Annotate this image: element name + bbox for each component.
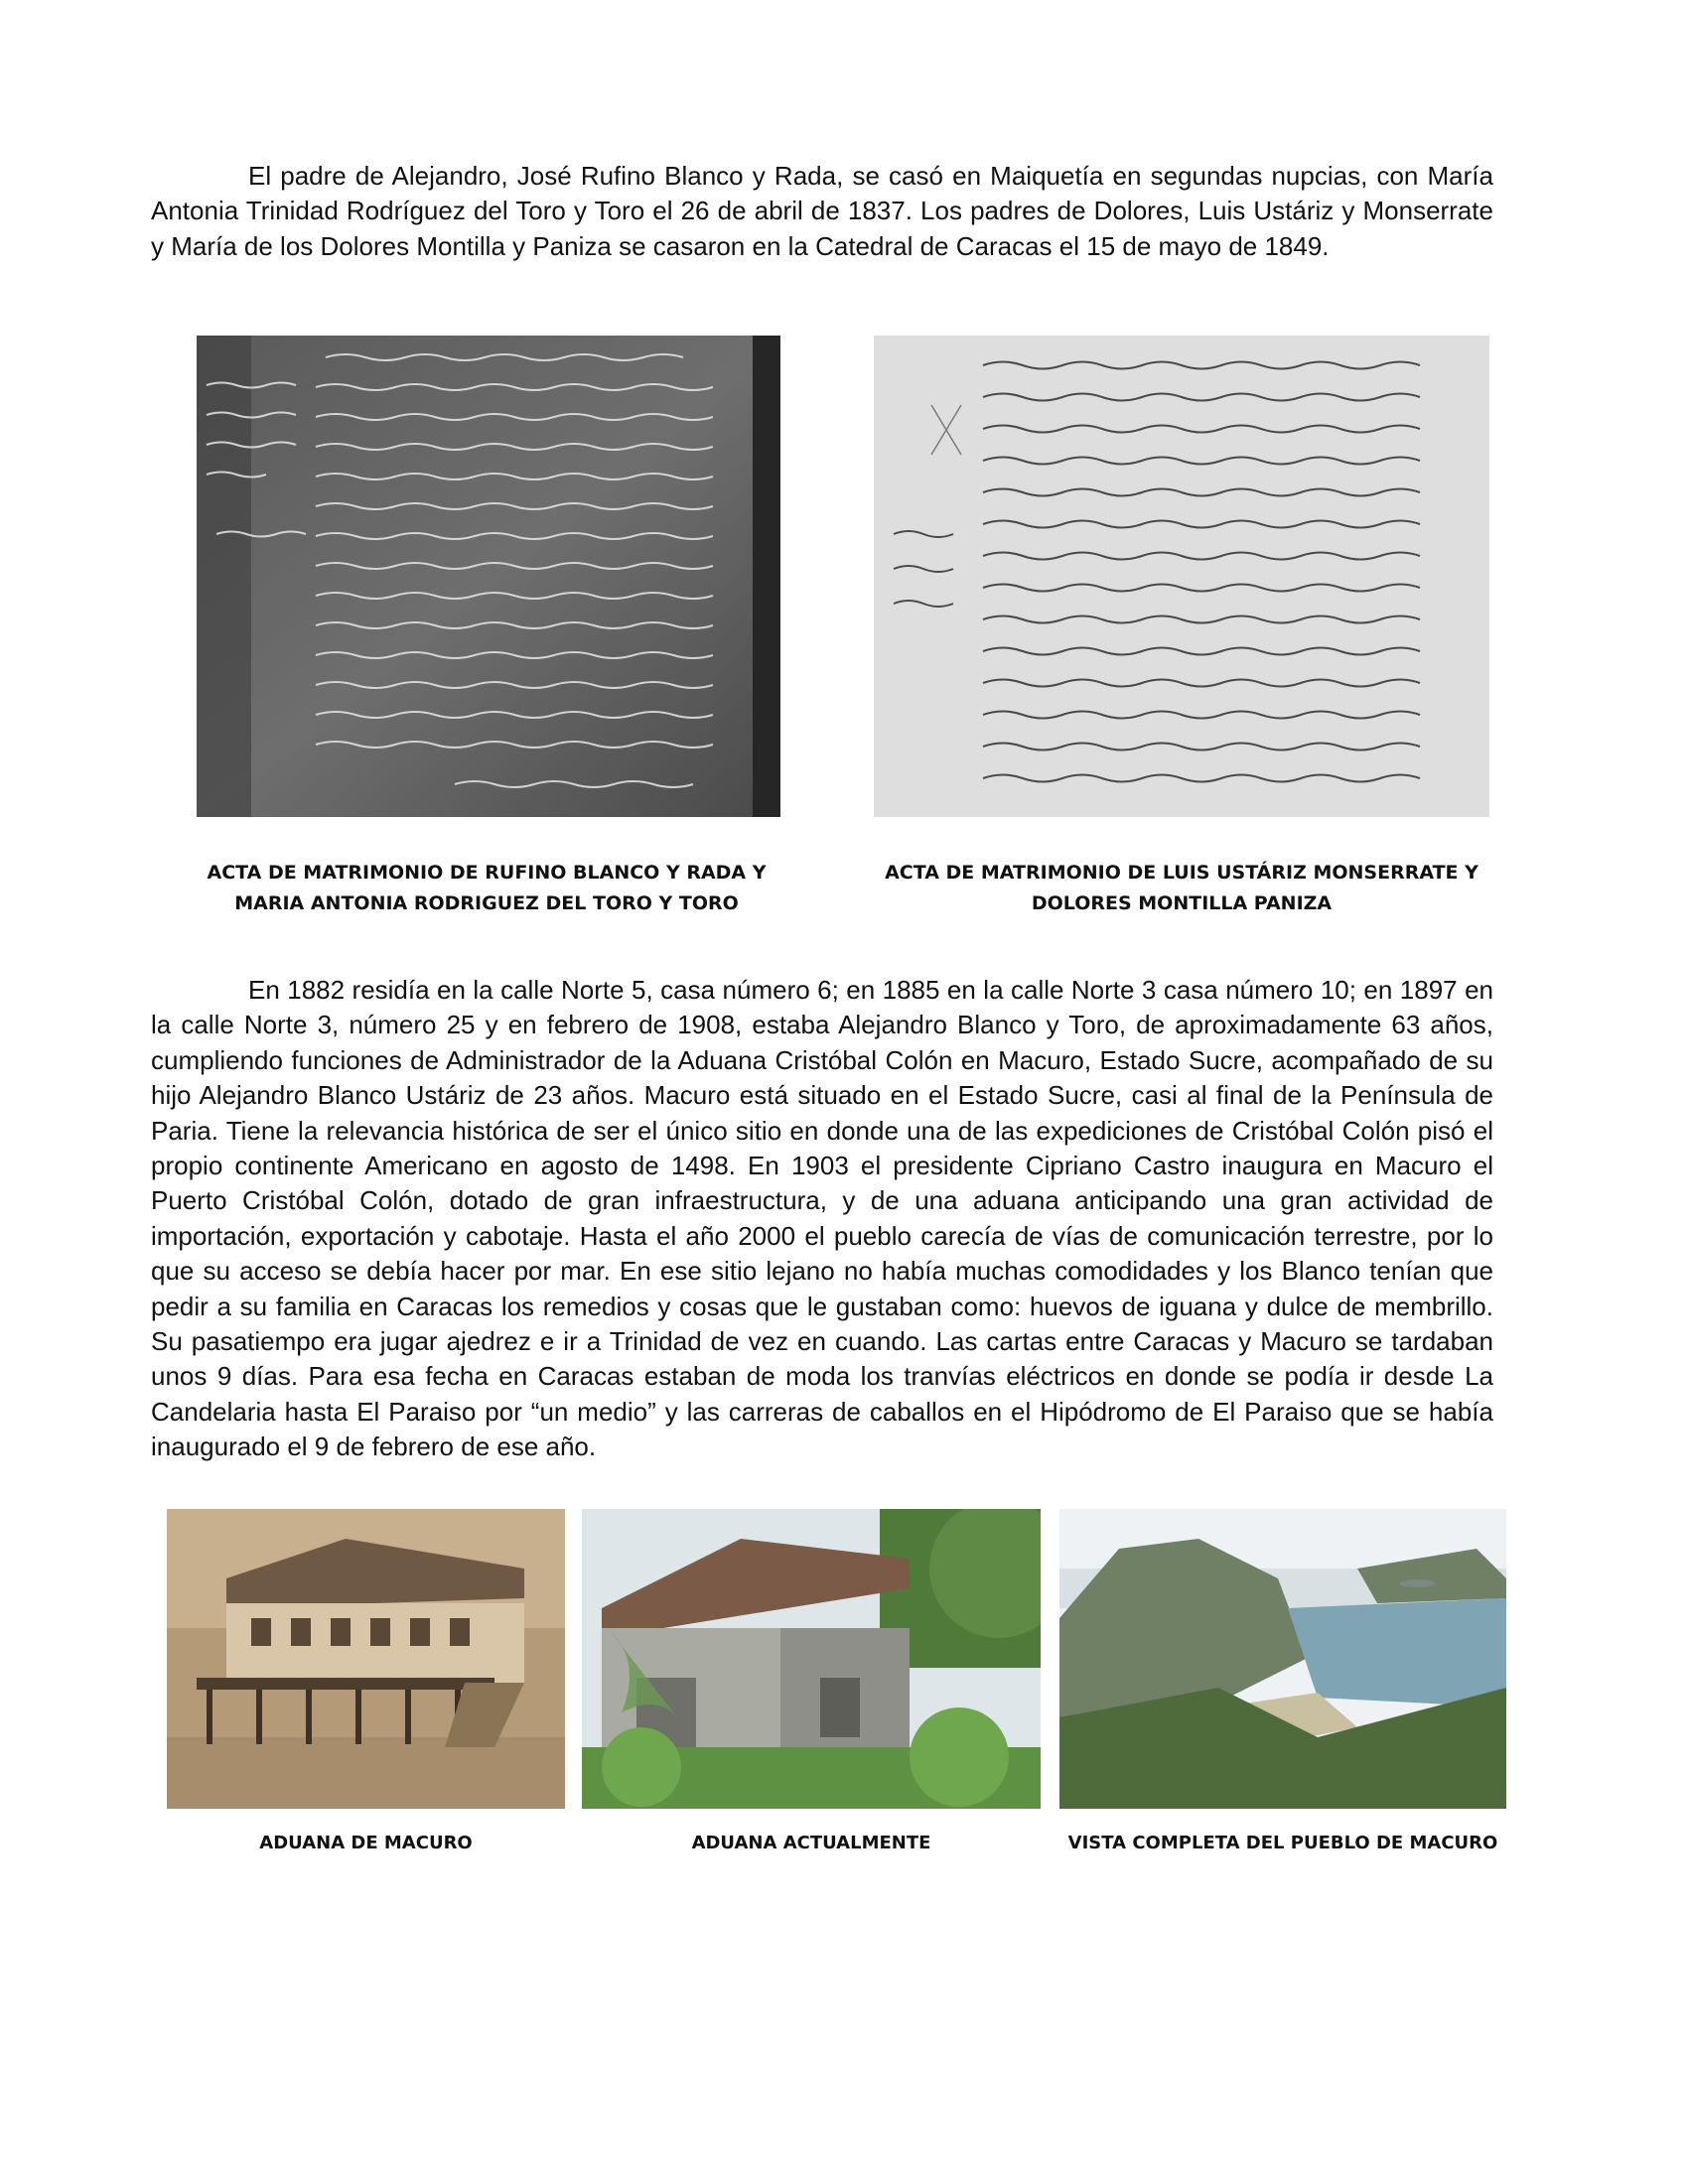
aduana-macuro-caption: ADUANA DE MACURO: [259, 1833, 473, 1853]
acta-luis-caption: [854, 858, 1509, 919]
intro-paragraph: El padre de Alejandro, José Rufino Blanco y Rada, se casó en Maiquetía en segundas nupcias, con María Antonia Trinidad Rodríguez del Toro y Toro el 26 de abril de 1837. Los padres de Dolores, Luis Ustáriz y Monserrate y María de los Dolores Montilla y Paniza se casaron en la Catedral de Caracas el 15 de mayo de 1849.: [151, 161, 1493, 261]
aduana-actual-image: [582, 1509, 1041, 1809]
aduana-actual-caption: ADUANA ACTUALMENTE: [691, 1833, 931, 1853]
caption-line: DOLORES MONTILLA PANIZA: [1031, 892, 1333, 914]
caption-line: ACTA DE MATRIMONIO DE LUIS USTÁRIZ MONSERRATE Y: [885, 862, 1478, 884]
acta-luis-image: [874, 336, 1489, 817]
aduana-macuro-image: [167, 1509, 565, 1809]
acta-rufino-caption: [159, 858, 814, 919]
acta-rufino-image: [197, 336, 780, 817]
history-paragraph: En 1882 residía en la calle Norte 5, casa número 6; en 1885 en la calle Norte 3 casa número 10; en 1897 en la calle Norte 3, número 25 y en febrero de 1908, estaba Alejandro Blanco y Toro, de aproximadamente 63 años, cumpliendo funciones de Administrador de la Aduana Cristóbal Colón en Macuro, Estado Sucre, acompañado de su hijo Alejandro Blanco Ustáriz de 23 años. Macuro está situado en el Estado Sucre, casi al final de la Península de Paria. Tiene la relevancia histórica de ser el único sitio en donde una de las expediciones de Cristóbal Colón pisó el propio continente Americano en agosto de 1498. En 1903 el presidente Cipriano Castro inaugura en Macuro el Puerto Cristóbal Colón, dotado de gran infraestructura, y de una aduana anticipando una gran actividad de importación, exportación y cabotaje. Hasta el año 2000 el pueblo carecía de vías de comunicación terrestre, por lo que su acceso se debía hacer por mar. En ese sitio lejano no había muchas comodidades y los Blanco tenían que pedir a su familia en Caracas los remedios y cosas que le gustaban como: huevos de iguana y dulce de membrillo. Su pasatiempo era jugar ajedrez e ir a Trinidad de vez en cuando. Las cartas entre Caracas y Macuro se tardaban unos 9 días. Para esa fecha en Caracas estaban de moda los tranvías eléctricos en donde se podía ir desde La Candelaria hasta El Paraiso por “un medio” y las carreras de caballos en el Hipódromo de El Paraiso que se había inaugurado el 9 de febrero de ese año.: [151, 975, 1493, 1462]
vista-macuro-image: [1059, 1509, 1506, 1809]
caption-line: MARIA ANTONIA RODRIGUEZ DEL TORO Y TORO: [234, 892, 739, 914]
vista-macuro-caption: VISTA COMPLETA DEL PUEBLO DE MACURO: [1067, 1833, 1498, 1853]
caption-line: ACTA DE MATRIMONIO DE RUFINO BLANCO Y RADA Y: [207, 862, 767, 884]
